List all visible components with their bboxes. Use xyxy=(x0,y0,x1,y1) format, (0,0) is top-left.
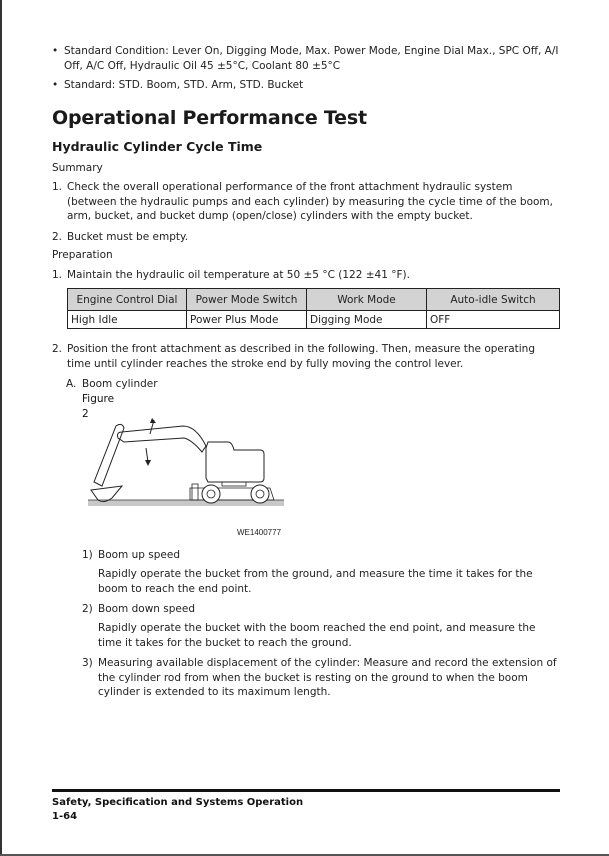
bullet-icon: • xyxy=(52,79,59,91)
sub-letter: A. xyxy=(66,378,77,390)
footer-title: Safety, Specification and Systems Operation xyxy=(52,797,304,808)
step-number: 3) xyxy=(82,657,93,669)
subsection-title: Hydraulic Cylinder Cycle Time xyxy=(52,139,263,154)
condition-text: Standard: STD. Boom, STD. Arm, STD. Bucket xyxy=(64,79,304,91)
table-header: Auto-idle Switch xyxy=(427,289,560,311)
table-cell: High Idle xyxy=(68,311,187,329)
figure-label: Figure 2 xyxy=(82,393,115,420)
table-row xyxy=(68,311,560,329)
item-text: Position the front attachment as described in the following. Then, measure the operating time until cylinder reaches the stroke end by fully moving the control lever. xyxy=(67,343,535,370)
table-header: Work Mode xyxy=(307,289,427,311)
item-text: Maintain the hydraulic oil temperature at 50 ±5 °C (122 ±41 °F). xyxy=(67,269,410,281)
sub-label: Boom cylinder xyxy=(82,378,158,390)
excavator-figure xyxy=(88,418,288,542)
step-title: Boom up speed xyxy=(98,549,180,561)
step-text: Measuring available displacement of the cylinder: Measure and record the extension of the cylinder rod from when the bucket is resting on the ground to when the boom cylinder is extended to its maximum length. xyxy=(98,657,557,698)
item-number: 1. xyxy=(52,269,63,281)
item-text: Check the overall operational performance of the front attachment hydraulic system (between the hydraulic pumps and each cylinder) by measuring the cycle time of the boom, arm, bucket, and bucket dump (open/close) cylinders with the empty bucket. xyxy=(67,181,553,222)
excavator-illustration-icon xyxy=(88,418,288,518)
item-number: 2. xyxy=(52,231,63,243)
step-number: 2) xyxy=(82,603,93,615)
step-number: 1) xyxy=(82,549,93,561)
item-text: Bucket must be empty. xyxy=(67,231,189,243)
table-cell: Power Plus Mode xyxy=(187,311,307,329)
step-description: Rapidly operate the bucket from the ground, and measure the time it takes for the boom to reach the end point. xyxy=(98,568,533,595)
step-description: Rapidly operate the bucket with the boom reached the end point, and measure the time it takes for the bucket to reach the ground. xyxy=(98,622,536,649)
summary-label: Summary xyxy=(52,162,103,174)
item-number: 1. xyxy=(52,181,63,193)
preparation-label: Preparation xyxy=(52,249,113,261)
conditions-table xyxy=(67,288,560,329)
table-cell: OFF xyxy=(427,311,560,329)
item-number: 2. xyxy=(52,343,63,355)
table-cell: Digging Mode xyxy=(307,311,427,329)
bullet-icon: • xyxy=(52,45,59,57)
figure-code: WE1400777 xyxy=(237,528,282,537)
footer-divider xyxy=(52,789,560,792)
table-header-row xyxy=(68,289,560,311)
page-number: 1-64 xyxy=(52,811,78,822)
table-header: Power Mode Switch xyxy=(187,289,307,311)
step-title: Boom down speed xyxy=(98,603,196,615)
section-title: Operational Performance Test xyxy=(52,107,367,129)
condition-text: Standard Condition: Lever On, Digging Mode, Max. Power Mode, Engine Dial Max., SPC Off, A/I Off, A/C Off, Hydraulic Oil 45 ±5°C, Coolant 80 ±5°C xyxy=(64,45,559,72)
table-header: Engine Control Dial xyxy=(68,289,187,311)
viewer-left-edge xyxy=(0,0,2,856)
